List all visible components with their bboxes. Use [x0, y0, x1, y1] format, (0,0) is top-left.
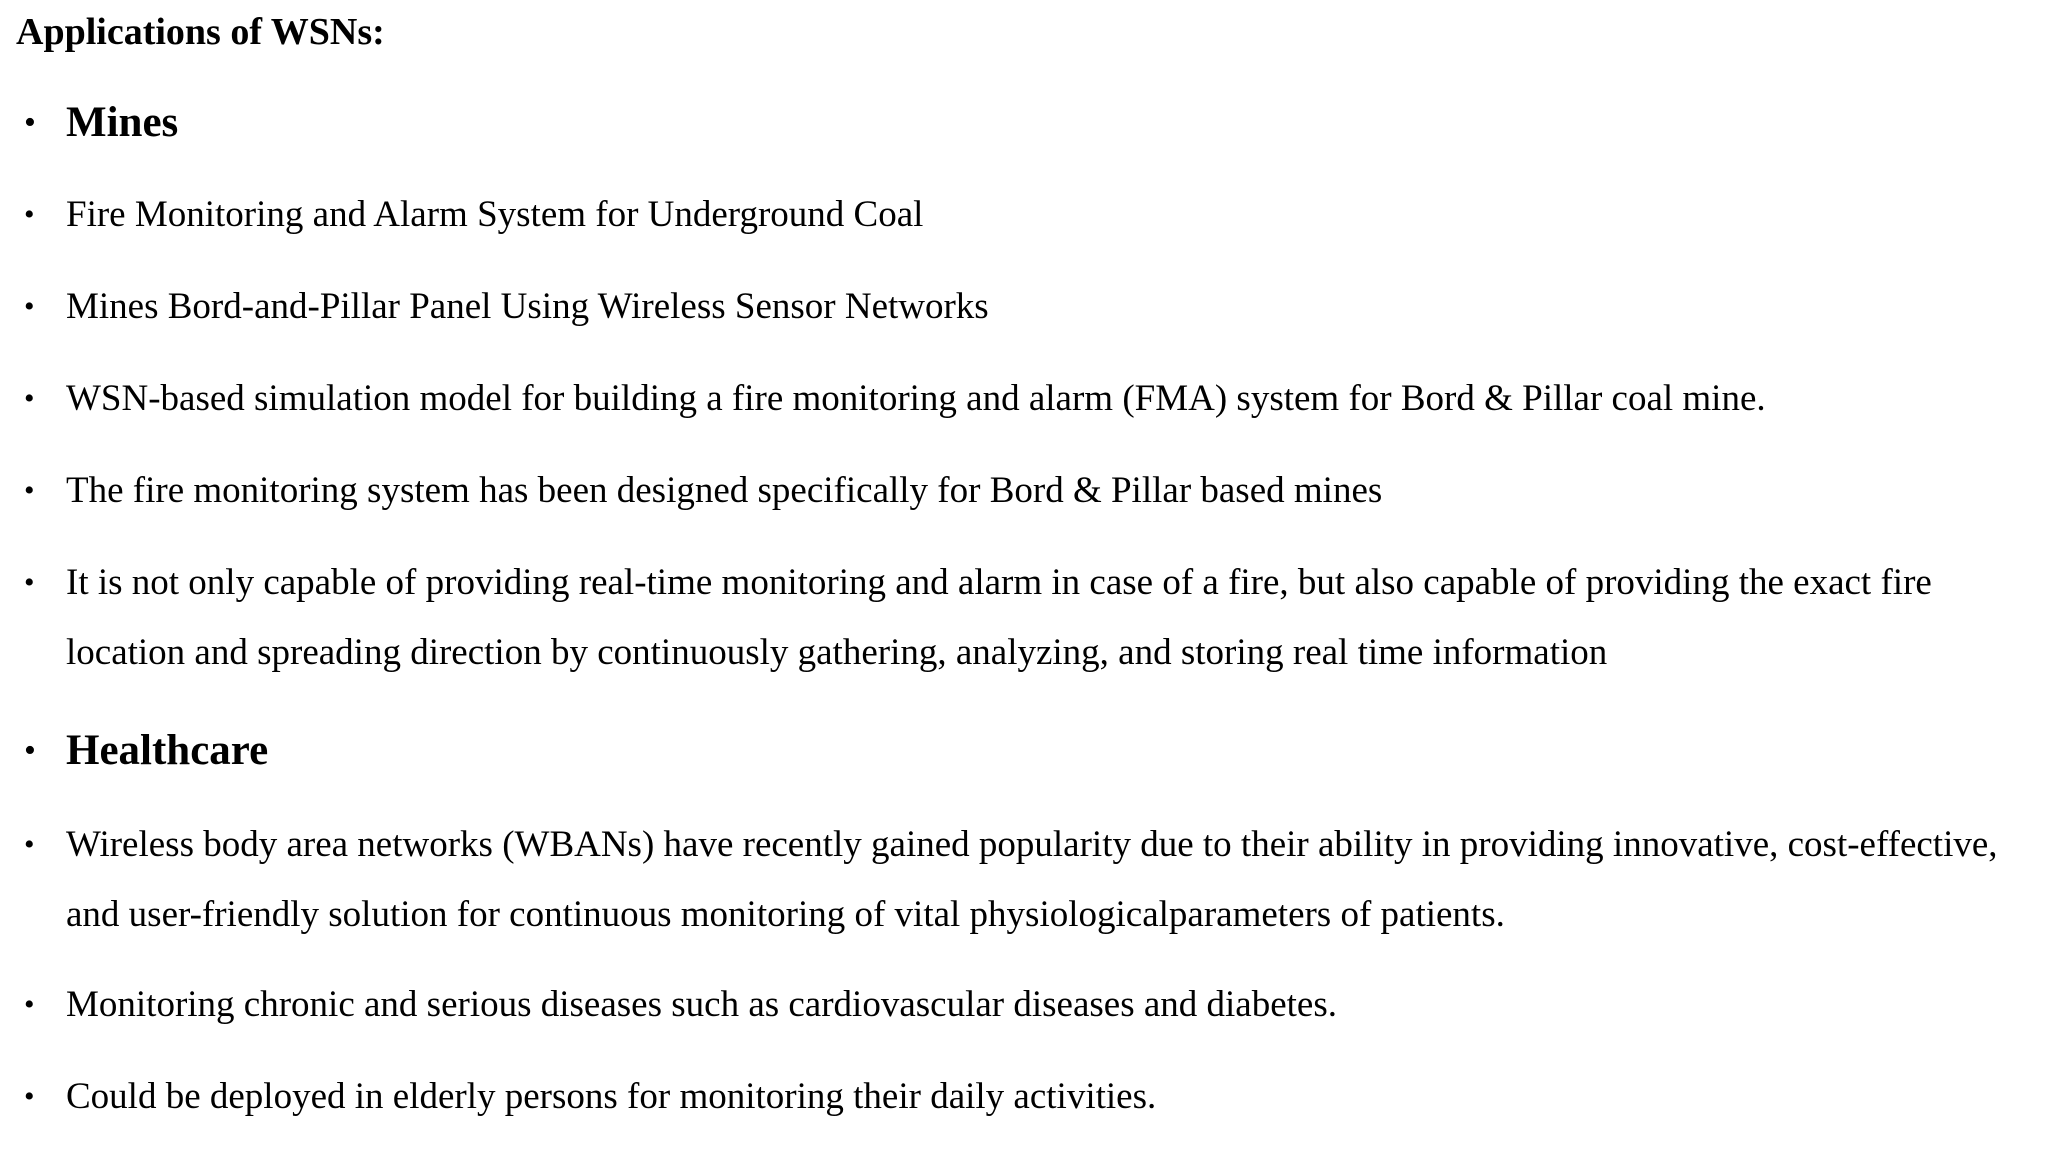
- bullet-icon: •: [24, 566, 35, 599]
- bullet-icon: •: [24, 198, 35, 231]
- bullet-icon: •: [24, 290, 35, 323]
- bullet-icon: •: [24, 988, 35, 1021]
- list-item-text: The fire monitoring system has been designed specifically for Bord & Pillar based mines: [66, 470, 1383, 511]
- bullet-icon: •: [24, 1080, 35, 1113]
- section-heading: Mines: [66, 99, 179, 146]
- bullet-icon: •: [24, 474, 35, 507]
- list-item-text: It is not only capable of providing real-time monitoring and alarm in case of a fire, but also capable of providing the exact fire location and spreading direction by continuously gathering, analyzing, and storing real time information: [66, 562, 1932, 673]
- page-title: Applications of WSNs:: [16, 11, 385, 53]
- section-heading: Healthcare: [66, 727, 269, 774]
- list-item-text: Monitoring chronic and serious diseases such as cardiovascular diseases and diabetes.: [66, 984, 1337, 1025]
- bullet-icon: •: [24, 104, 36, 141]
- list-item-text: WSN-based simulation model for building a fire monitoring and alarm (FMA) system for Bord & Pillar coal mine.: [66, 378, 1766, 419]
- list-item-text: Fire Monitoring and Alarm System for Underground Coal: [66, 194, 924, 235]
- list-item-text: Mines Bord-and-Pillar Panel Using Wireless Sensor Networks: [66, 286, 989, 327]
- list-item-text: Wireless body area networks (WBANs) have recently gained popularity due to their ability in providing innovative, cost-effective, and user-friendly solution for continuous monitoring of vital physiologicalparameters of patients.: [66, 824, 1998, 935]
- bullet-icon: •: [24, 732, 36, 769]
- bullet-icon: •: [24, 828, 35, 861]
- bullet-icon: •: [24, 382, 35, 415]
- list-item-text: Could be deployed in elderly persons for monitoring their daily activities.: [66, 1076, 1157, 1117]
